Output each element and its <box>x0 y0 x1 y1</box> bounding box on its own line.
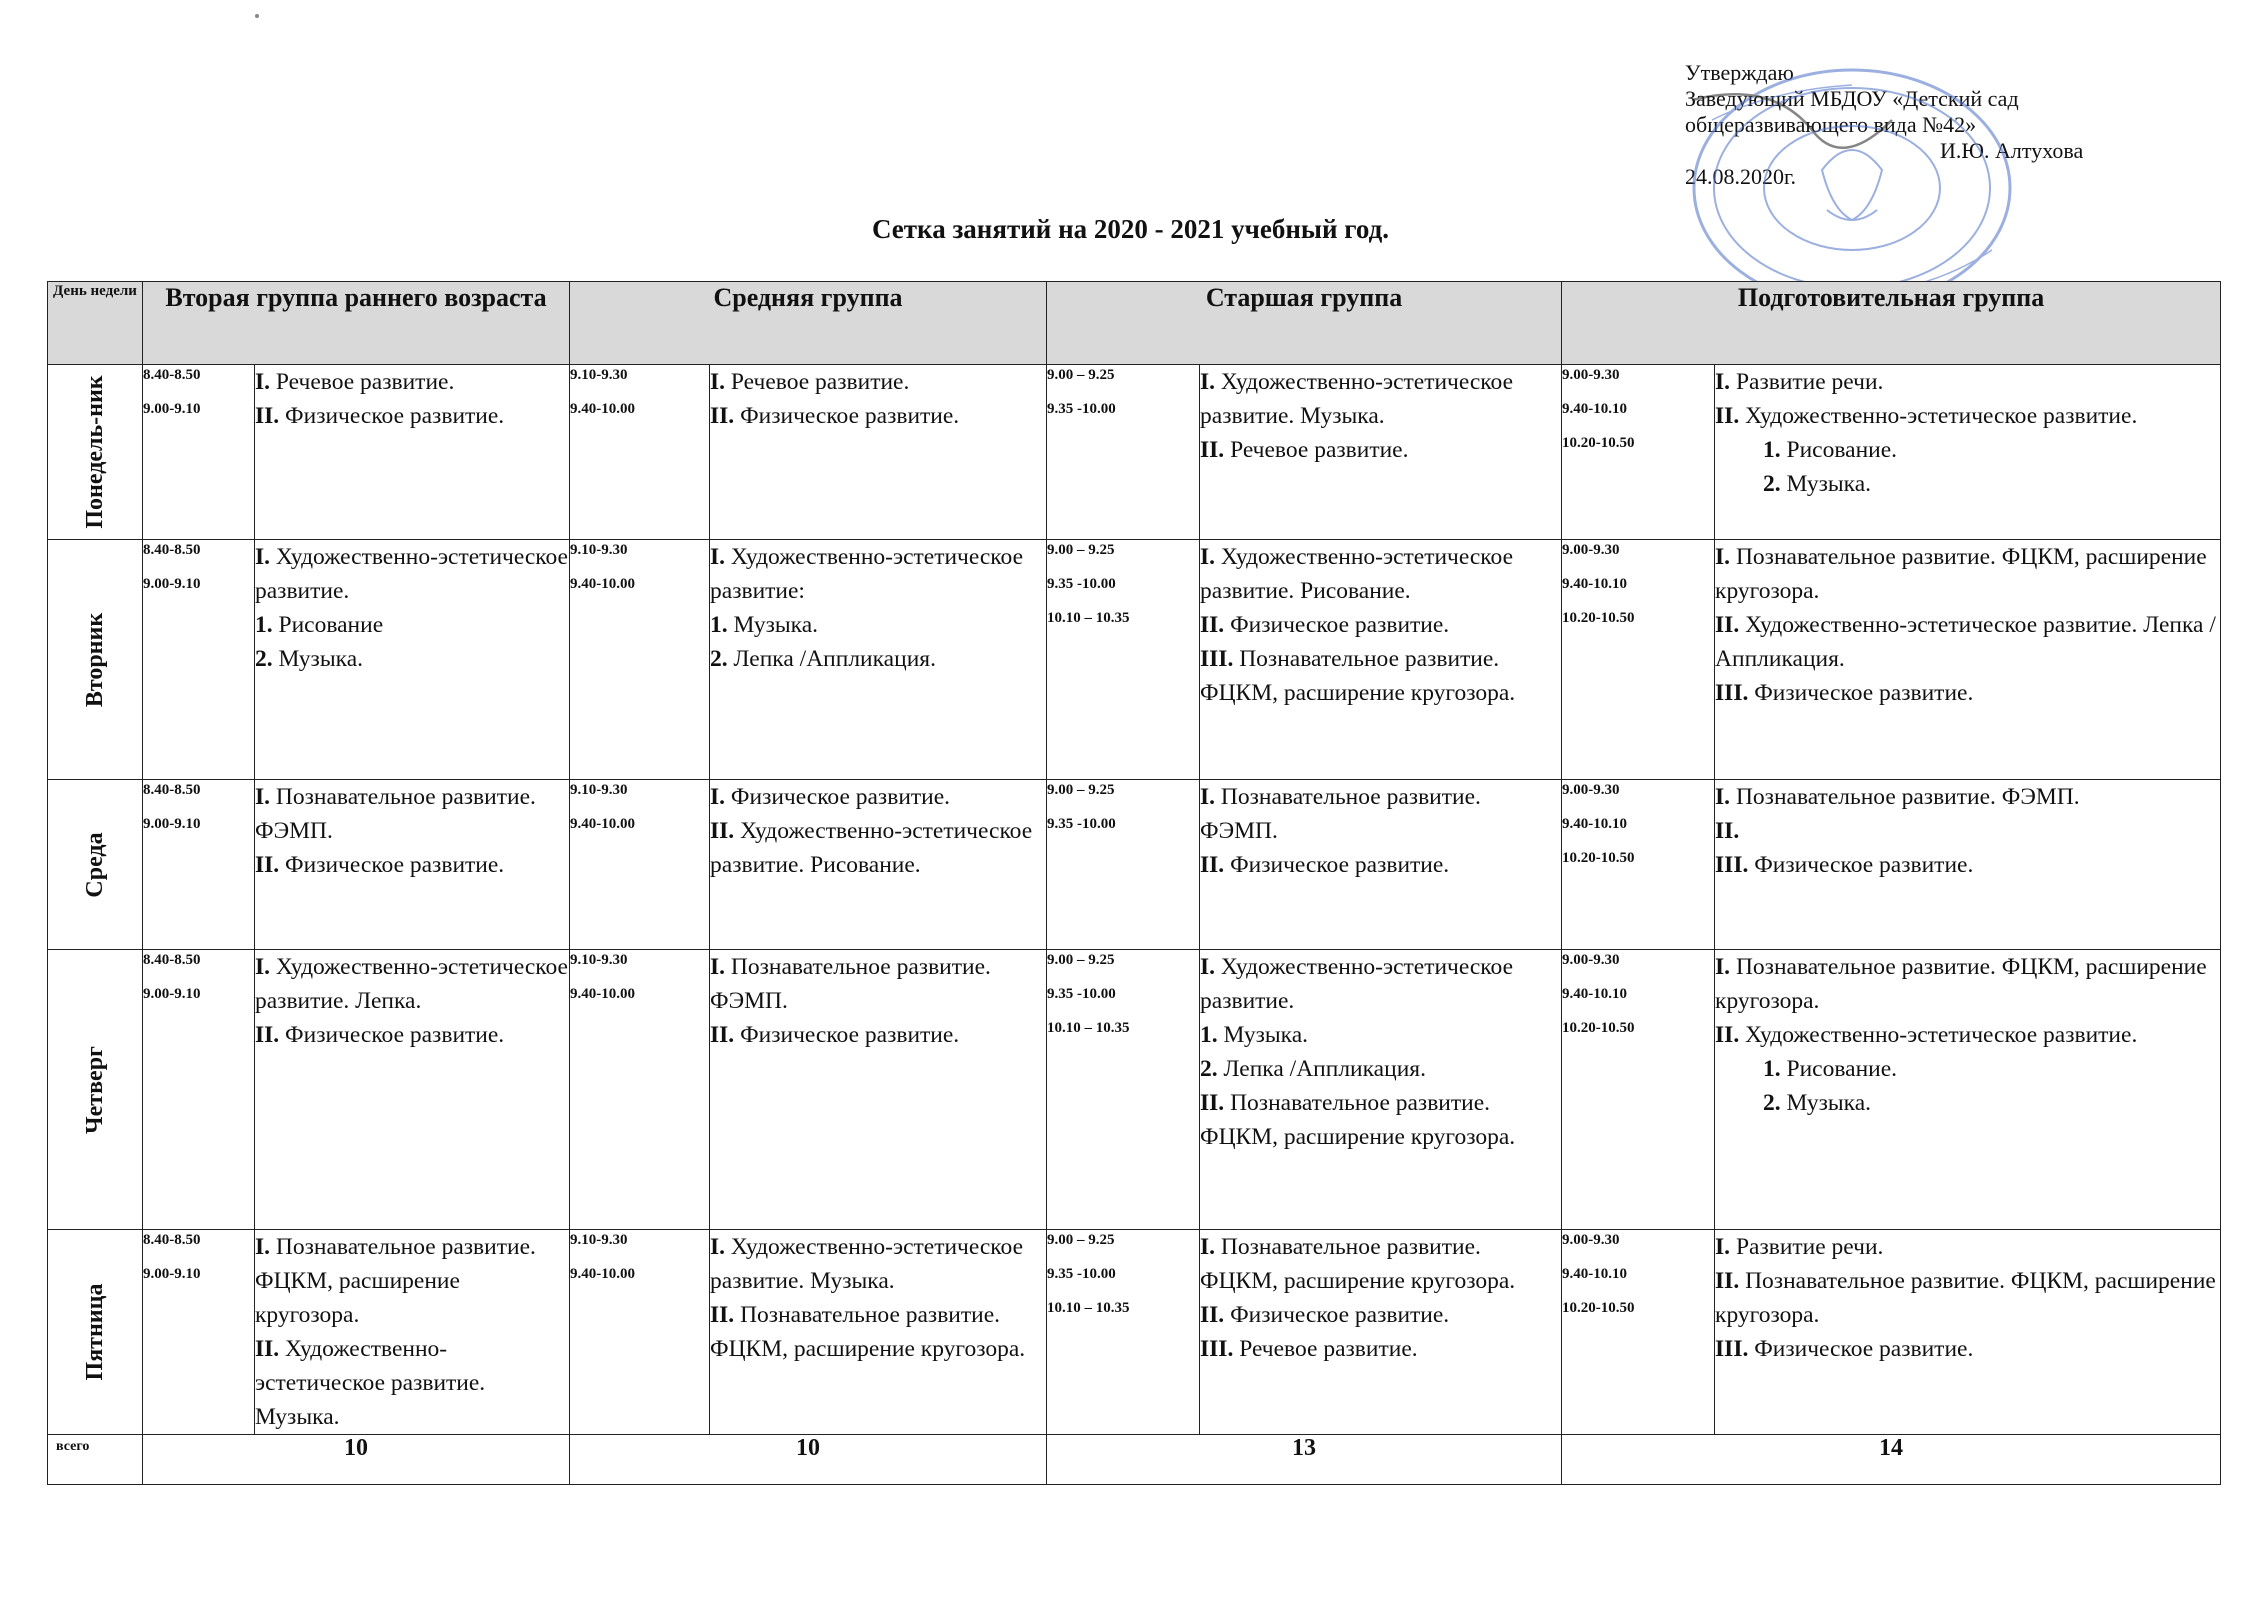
activity-item <box>255 780 569 848</box>
activity-item <box>255 1332 569 1434</box>
activity-item <box>255 399 569 433</box>
time-slot: 8.40-8.50 <box>143 542 201 558</box>
time-slot: 9.35 -10.00 <box>1047 1266 1116 1282</box>
activity-item <box>710 365 1046 399</box>
activity-number: I. <box>255 369 271 395</box>
activity-number: II. <box>1715 818 1740 844</box>
time-slot: 9.40-10.10 <box>1562 401 1628 417</box>
activity-number: 2. <box>1763 471 1781 497</box>
activity-number: III. <box>1715 852 1749 878</box>
activity-cell <box>1715 540 2221 780</box>
time-slot: 9.10-9.30 <box>570 1232 628 1248</box>
activity-text: Художественно-эстетическое развитие. <box>1745 403 2138 429</box>
activity-item <box>1715 1018 2220 1052</box>
activity-number: III. <box>1715 680 1749 706</box>
time-cell <box>570 950 710 1230</box>
activity-item <box>1715 676 2220 710</box>
activity-text: Лепка /Аппликация. <box>733 646 936 672</box>
approval-line: общеразвивающего вида №42» <box>1685 112 1977 137</box>
activity-number: II. <box>255 1022 280 1048</box>
time-slot: 9.10-9.30 <box>570 367 628 383</box>
activity-item <box>1715 814 2220 848</box>
activity-text: Художественно-эстетическое развитие. <box>1745 1022 2138 1048</box>
time-slot: 10.20-10.50 <box>1562 1300 1635 1316</box>
time-cell <box>1562 780 1715 950</box>
activity-text: Физическое развитие. <box>285 403 505 429</box>
activity-item <box>710 780 1046 814</box>
time-slot: 8.40-8.50 <box>143 782 201 798</box>
activity-cell <box>1715 1230 2221 1435</box>
time-slot: 9.40-10.00 <box>570 1266 636 1282</box>
time-slot: 9.00-9.10 <box>143 986 201 1002</box>
activity-text: Музыка. <box>1786 1090 1872 1116</box>
activity-text: Познавательное развитие. ФЭМП. <box>255 784 536 844</box>
activity-text: Познавательное развитие. ФЦКМ, расширение кругозора. <box>1200 1090 1516 1150</box>
activity-item <box>255 365 569 399</box>
day-label: Понедель-ник <box>82 375 108 529</box>
time-cell <box>1562 1230 1715 1435</box>
day-cell <box>48 540 143 780</box>
time-slot: 9.00-9.30 <box>1562 782 1620 798</box>
activity-text: Физическое развитие. <box>1230 612 1450 638</box>
activity-item <box>1715 780 2220 814</box>
activity-text: Художественно-эстетическое развитие. Лепка. <box>255 954 568 1014</box>
activity-text: Познавательное развитие. ФЭМП. <box>1735 784 2080 810</box>
activity-cell <box>1200 540 1562 780</box>
activity-item <box>710 1298 1046 1366</box>
activity-number: II. <box>710 403 735 429</box>
activity-number: 2. <box>710 646 728 672</box>
activity-item <box>710 950 1046 1018</box>
activity-number: 2. <box>1763 1090 1781 1116</box>
activity-item <box>1715 433 2220 467</box>
day-cell <box>48 780 143 950</box>
activity-number: II. <box>1200 437 1225 463</box>
activity-number: I. <box>255 784 271 810</box>
day-row <box>48 950 2221 1230</box>
activity-item <box>1200 1298 1561 1332</box>
activity-item <box>1200 433 1561 467</box>
day-row <box>48 780 2221 950</box>
day-row <box>48 365 2221 540</box>
header-group-senior: Старшая группа <box>1047 282 1562 365</box>
time-cell <box>1562 950 1715 1230</box>
activity-cell <box>710 540 1047 780</box>
time-slot: 9.00-9.10 <box>143 576 201 592</box>
activity-cell <box>255 780 570 950</box>
time-cell <box>1562 365 1715 540</box>
activity-cell <box>710 365 1047 540</box>
activity-number: II. <box>710 818 735 844</box>
time-cell <box>1562 540 1715 780</box>
activity-number: II. <box>1200 1090 1225 1116</box>
time-slot: 9.40-10.00 <box>570 576 636 592</box>
activity-item <box>1200 1052 1561 1086</box>
activity-text: Лепка /Аппликация. <box>1223 1056 1426 1082</box>
time-slot: 9.00 – 9.25 <box>1047 367 1115 383</box>
activity-item <box>710 642 1046 676</box>
activity-item <box>1715 950 2220 1018</box>
activity-item <box>710 540 1046 608</box>
activity-number: II. <box>710 1302 735 1328</box>
activity-item <box>1715 1086 2220 1120</box>
activity-item <box>1715 608 2220 676</box>
time-cell <box>570 540 710 780</box>
time-slot: 9.40-10.10 <box>1562 1266 1628 1282</box>
activity-number: II. <box>1715 403 1740 429</box>
day-label: Четверг <box>82 1045 108 1134</box>
activity-text: Речевое развитие. <box>275 369 455 395</box>
activity-item <box>710 399 1046 433</box>
activity-text: Познавательное развитие. ФЦКМ, расширение кругозора. <box>255 1234 536 1328</box>
activity-text: Физическое развитие. <box>1754 852 1974 878</box>
activity-number: II. <box>1200 612 1225 638</box>
day-label: Среда <box>82 831 108 898</box>
activity-item <box>255 608 569 642</box>
time-cell <box>143 365 255 540</box>
activity-item <box>1715 540 2220 608</box>
activity-number: 1. <box>1763 1056 1781 1082</box>
time-cell <box>1047 1230 1200 1435</box>
day-cell <box>48 950 143 1230</box>
activity-item <box>1715 848 2220 882</box>
activity-cell <box>710 780 1047 950</box>
activity-number: I. <box>710 369 726 395</box>
activity-text: Физическое развитие. <box>740 403 960 429</box>
activity-number: 1. <box>255 612 273 638</box>
time-slot: 10.10 – 10.35 <box>1047 1300 1130 1316</box>
totals-label: всего <box>48 1435 143 1485</box>
activity-item <box>1200 780 1561 848</box>
time-slot: 9.35 -10.00 <box>1047 401 1116 417</box>
header-day: День недели <box>48 282 143 365</box>
time-slot: 10.10 – 10.35 <box>1047 1020 1130 1036</box>
activity-text: Художественно-эстетическое развитие. <box>1200 954 1513 1014</box>
activity-text: Рисование <box>278 612 384 638</box>
time-cell <box>143 950 255 1230</box>
activity-text: Музыка. <box>733 612 819 638</box>
time-cell <box>143 540 255 780</box>
activity-item <box>1200 1332 1561 1366</box>
activity-number: 1. <box>710 612 728 638</box>
activity-text: Музыка. <box>278 646 363 672</box>
time-cell <box>1047 780 1200 950</box>
activity-item <box>1200 1018 1561 1052</box>
activity-item <box>255 950 569 1018</box>
activity-number: II. <box>255 403 280 429</box>
activity-number: 1. <box>1763 437 1781 463</box>
approval-date: 24.08.2020г. <box>1685 164 1797 189</box>
activity-text: Художественно-эстетическое развитие. Рисование. <box>710 818 1033 878</box>
time-slot: 9.10-9.30 <box>570 952 628 968</box>
activity-item <box>255 540 569 608</box>
activity-number: I. <box>1200 544 1216 570</box>
totals-row <box>48 1435 2221 1485</box>
activity-item <box>1715 1052 2220 1086</box>
activity-text: Познавательное развитие. ФЦКМ, расширение кругозора. <box>1715 954 2207 1014</box>
activity-number: II. <box>1200 852 1225 878</box>
activity-cell <box>710 1230 1047 1435</box>
activity-item <box>1715 1264 2220 1332</box>
activity-number: I. <box>710 544 726 570</box>
time-slot: 8.40-8.50 <box>143 1232 201 1248</box>
time-cell <box>1047 540 1200 780</box>
time-slot: 9.35 -10.00 <box>1047 816 1116 832</box>
activity-number: I. <box>1715 369 1731 395</box>
activity-text: Художественно-эстетическое развитие. Музыка. <box>1200 369 1513 429</box>
activity-item <box>1715 365 2220 399</box>
scan-speck <box>255 14 259 18</box>
activity-cell <box>1715 780 2221 950</box>
activity-text: Рисование. <box>1786 1056 1898 1082</box>
activity-number: I. <box>1200 784 1216 810</box>
activity-item <box>1200 642 1561 710</box>
official-stamp-icon <box>1672 60 2022 315</box>
activity-number: II. <box>255 1336 280 1362</box>
activity-text: Познавательное развитие. ФЦКМ, расширение кругозора. <box>710 1302 1026 1362</box>
time-slot: 9.40-10.00 <box>570 401 636 417</box>
time-cell <box>570 780 710 950</box>
activity-number: I. <box>1715 954 1731 980</box>
activity-text: Физическое развитие. <box>740 1022 960 1048</box>
activity-item <box>1715 1230 2220 1264</box>
activity-text: Физическое развитие. <box>1754 1336 1974 1362</box>
time-cell <box>143 780 255 950</box>
activity-number: I. <box>710 1234 726 1260</box>
time-slot: 9.00-9.10 <box>143 401 201 417</box>
total-group-preparatory: 14 <box>1562 1435 2221 1485</box>
activity-text: Физическое развитие. <box>285 852 505 878</box>
activity-number: I. <box>255 1234 271 1260</box>
activity-number: I. <box>1715 784 1731 810</box>
activity-cell <box>1200 780 1562 950</box>
activity-text: Развитие речи. <box>1735 1234 1884 1260</box>
activity-text: Речевое развитие. <box>730 369 910 395</box>
time-slot: 9.40-10.10 <box>1562 816 1628 832</box>
time-slot: 9.40-10.10 <box>1562 986 1628 1002</box>
time-slot: 10.20-10.50 <box>1562 850 1635 866</box>
activity-item <box>1200 608 1561 642</box>
activity-number: III. <box>1715 1336 1749 1362</box>
time-slot: 9.40-10.00 <box>570 816 636 832</box>
time-slot: 10.20-10.50 <box>1562 1020 1635 1036</box>
activity-number: 1. <box>1200 1022 1218 1048</box>
activity-item <box>1200 1230 1561 1298</box>
activity-text: Физическое развитие. <box>285 1022 505 1048</box>
time-slot: 9.00-9.10 <box>143 816 201 832</box>
activity-cell <box>255 950 570 1230</box>
activity-number: II. <box>1715 1022 1740 1048</box>
day-label: Вторник <box>82 612 108 707</box>
activity-item <box>1200 848 1561 882</box>
approval-signature-name: И.Ю. Алтухова <box>1940 138 2084 163</box>
time-cell <box>570 365 710 540</box>
activity-cell <box>1200 365 1562 540</box>
day-cell <box>48 365 143 540</box>
activity-number: I. <box>710 954 726 980</box>
activity-text: Рисование. <box>1786 437 1898 463</box>
activity-cell <box>255 1230 570 1435</box>
time-slot: 9.00-9.30 <box>1562 542 1620 558</box>
activity-text: Познавательное развитие. ФЦКМ, расширение кругозора. <box>1715 544 2207 604</box>
activity-cell <box>1200 950 1562 1230</box>
day-row <box>48 540 2221 780</box>
activity-text: Художественно-эстетическое развитие. Рисование. <box>1200 544 1513 604</box>
activity-text: Художественно-эстетическое развитие. <box>255 544 568 604</box>
activity-cell <box>1200 1230 1562 1435</box>
activity-number: 2. <box>255 646 273 672</box>
activity-text: Физическое развитие. <box>1754 680 1974 706</box>
header-group-middle: Средняя группа <box>570 282 1047 365</box>
activity-text: Музыка. <box>1786 471 1872 497</box>
activity-text: Художественно-эстетическое развитие. Музыка. <box>255 1336 486 1430</box>
activity-item <box>710 1018 1046 1052</box>
activity-item <box>1200 1086 1561 1154</box>
time-slot: 9.35 -10.00 <box>1047 986 1116 1002</box>
activity-cell <box>255 540 570 780</box>
activity-text: Физическое развитие. <box>1230 852 1450 878</box>
activity-text: Развитие речи. <box>1735 369 1884 395</box>
activity-item <box>1715 467 2220 501</box>
activity-cell <box>710 950 1047 1230</box>
time-cell <box>1047 365 1200 540</box>
header-group-preparatory: Подготовительная группа <box>1562 282 2221 365</box>
activity-cell <box>1715 950 2221 1230</box>
activity-text: Познавательное развитие. ФЦКМ, расширение кругозора. <box>1715 1268 2216 1328</box>
time-slot: 9.35 -10.00 <box>1047 576 1116 592</box>
activity-text: Речевое развитие. <box>1230 437 1409 463</box>
header-group-early: Вторая группа раннего возраста <box>143 282 570 365</box>
time-slot: 9.00 – 9.25 <box>1047 542 1115 558</box>
activity-number: I. <box>1200 954 1216 980</box>
activity-item <box>255 848 569 882</box>
activity-item <box>1200 950 1561 1018</box>
time-slot: 9.00 – 9.25 <box>1047 952 1115 968</box>
activity-item <box>710 1230 1046 1298</box>
activity-number: III. <box>1200 1336 1234 1362</box>
activity-text: Музыка. <box>1223 1022 1309 1048</box>
activity-number: I. <box>255 544 271 570</box>
total-group-middle: 10 <box>570 1435 1047 1485</box>
activity-text: Познавательное развитие. ФЭМП. <box>710 954 991 1014</box>
activity-cell <box>1715 365 2221 540</box>
schedule-table <box>47 281 2221 1485</box>
activity-item <box>255 1018 569 1052</box>
activity-number: I. <box>1715 1234 1731 1260</box>
activity-text: Познавательное развитие. ФЭМП. <box>1200 784 1481 844</box>
time-slot: 9.00 – 9.25 <box>1047 782 1115 798</box>
time-slot: 9.40-10.10 <box>1562 576 1628 592</box>
activity-number: II. <box>1715 612 1740 638</box>
time-slot: 9.00-9.30 <box>1562 1232 1620 1248</box>
time-cell <box>1047 950 1200 1230</box>
activity-number: 2. <box>1200 1056 1218 1082</box>
activity-item <box>710 814 1046 882</box>
header-row <box>48 282 2221 365</box>
activity-number: III. <box>1200 646 1234 672</box>
total-group-senior: 13 <box>1047 1435 1562 1485</box>
time-cell <box>143 1230 255 1435</box>
time-slot: 9.00-9.30 <box>1562 952 1620 968</box>
time-slot: 10.20-10.50 <box>1562 610 1635 626</box>
activity-item <box>710 608 1046 642</box>
time-cell <box>570 1230 710 1435</box>
approval-line: Утверждаю <box>1685 60 1794 85</box>
activity-number: I. <box>255 954 271 980</box>
activity-number: I. <box>710 784 726 810</box>
time-slot: 9.10-9.30 <box>570 542 628 558</box>
time-slot: 9.00 – 9.25 <box>1047 1232 1115 1248</box>
activity-cell <box>255 365 570 540</box>
activity-item <box>255 1230 569 1332</box>
activity-number: II. <box>710 1022 735 1048</box>
time-slot: 9.00-9.30 <box>1562 367 1620 383</box>
day-label: Пятница <box>82 1283 108 1381</box>
activity-item <box>1715 399 2220 433</box>
page-title: Сетка занятий на 2020 - 2021 учебный год. <box>871 214 1390 244</box>
activity-item <box>1715 1332 2220 1366</box>
time-slot: 9.00-9.10 <box>143 1266 201 1282</box>
time-slot: 8.40-8.50 <box>143 367 201 383</box>
total-group-early: 10 <box>143 1435 570 1485</box>
time-slot: 9.10-9.30 <box>570 782 628 798</box>
activity-number: II. <box>1715 1268 1740 1294</box>
time-slot: 10.10 – 10.35 <box>1047 610 1130 626</box>
day-row <box>48 1230 2221 1435</box>
time-slot: 9.40-10.00 <box>570 986 636 1002</box>
activity-number: I. <box>1200 369 1216 395</box>
activity-number: I. <box>1200 1234 1216 1260</box>
activity-text: Художественно-эстетическое развитие. Музыка. <box>710 1234 1023 1294</box>
approval-line: Заведующий МБДОУ «Детский сад <box>1685 86 2019 111</box>
activity-text: Художественно-эстетическое развитие: <box>710 544 1023 604</box>
activity-text: Речевое развитие. <box>1239 1336 1418 1362</box>
activity-number: I. <box>1715 544 1731 570</box>
activity-number: II. <box>255 852 280 878</box>
activity-text: Физическое развитие. <box>730 784 951 810</box>
activity-item <box>1200 540 1561 608</box>
activity-text: Физическое развитие. <box>1230 1302 1450 1328</box>
activity-number: II. <box>1200 1302 1225 1328</box>
day-cell <box>48 1230 143 1435</box>
activity-item <box>1200 365 1561 433</box>
activity-text: Познавательное развитие. ФЦКМ, расширение кругозора. <box>1200 646 1516 706</box>
time-slot: 8.40-8.50 <box>143 952 201 968</box>
activity-text: Познавательное развитие. ФЦКМ, расширение кругозора. <box>1200 1234 1516 1294</box>
activity-text: Художественно-эстетическое развитие. Лепка /Аппликация. <box>1715 612 2216 672</box>
activity-item <box>255 642 569 676</box>
time-slot: 10.20-10.50 <box>1562 435 1635 451</box>
